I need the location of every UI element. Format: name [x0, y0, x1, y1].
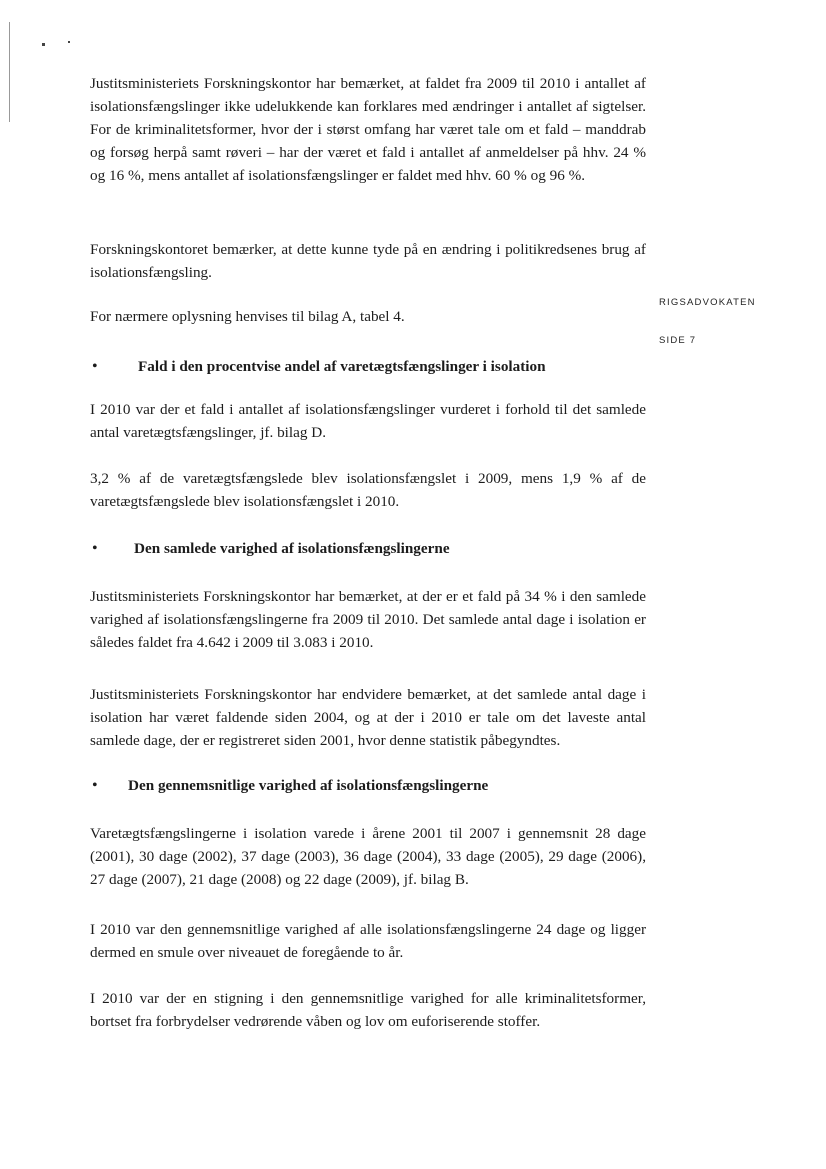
paragraph-procent-2009-2010: 3,2 % af de varetægtsfængslede blev isolationsfængslet i 2009, mens 1,9 % af de varetægtsfængslede blev isolationsfængslet i 2010.	[90, 470, 646, 510]
heading-text: Den samlede varighed af isolationsfængslingerne	[134, 540, 450, 557]
paragraph-forskningskontor-fald: Justitsministeriets Forskningskontor har bemærket, at faldet fra 2009 til 2010 i antallet af isolationsfængslinger ikke udelukkende kan forklares med ændringer i antallet af sigtelser. For de kriminalitetsformer, hvor der i størst omfang har været tale om et fald – manddrab og forsøg herpå samt røveri – har der været et fald i antallet af anmeldelser på hhv. 24 % og 16 %, mens antallet af isolationsfængslinger er faldet med hhv. 60 % og 96 %.	[90, 75, 646, 184]
paragraph-fald-34-procent: Justitsministeriets Forskningskontor har bemærket, at der er et fald på 34 % i den samlede varighed af isolationsfængslingerne fra 2009 til 2010. Det samlede antal dage i isolation er således faldet fra 4.642 i 2009 til 3.083 i 2010.	[90, 588, 646, 651]
paragraph-faldende-siden-2004: Justitsministeriets Forskningskontor har endvidere bemærket, at det samlede antal dage i isolation har været faldende siden 2004, og at der i 2010 er tale om det laveste antal samlede dage, der er registreret siden 2001, hvor denne statistik påbegyndtes.	[90, 686, 646, 749]
paragraph-2010-24-dage: I 2010 var den gennemsnitlige varighed af alle isolationsfængslingerne 24 dage og ligger dermed en smule over niveauet de foregående to år.	[90, 921, 646, 961]
heading-text: Fald i den procentvise andel af varetægtsfængslinger i isolation	[138, 358, 546, 375]
heading-text: Den gennemsnitlige varighed af isolationsfængslingerne	[128, 777, 489, 794]
bullet-icon: •	[92, 540, 98, 557]
paragraph-gennemsnit-dage: Varetægtsfængslingerne i isolation varede i årene 2001 til 2007 i gennemsnit 28 dage (2001), 30 dage (2002), 37 dage (2003), 36 dage (2004), 33 dage (2005), 29 dage (2006), 27 dage (2007), 21 dage (2008) og 22 dage (2009), jf. bilag B.	[90, 825, 646, 888]
scan-artifact-dot	[68, 41, 70, 43]
paragraph-politikredse: Forskningskontoret bemærker, at dette kunne tyde på en ændring i politikredsenes brug af isolationsfængsling.	[90, 241, 646, 281]
scan-artifact-line	[9, 22, 10, 122]
bullet-icon: •	[92, 777, 98, 794]
sidebar-page-number: SIDE 7	[659, 335, 697, 346]
bullet-icon: •	[92, 358, 98, 375]
paragraph-bilag-a: For nærmere oplysning henvises til bilag A, tabel 4.	[90, 308, 405, 325]
scan-artifact-dot	[42, 43, 45, 46]
paragraph-fald-isolation: I 2010 var der et fald i antallet af isolationsfængslinger vurderet i forhold til det samlede antal varetægtsfængslinger, jf. bilag D.	[90, 401, 646, 441]
paragraph-stigning-varighed: I 2010 var der en stigning i den gennemsnitlige varighed for alle kriminalitetsformer, bortset fra forbrydelser vedrørende våben og lov om euforiserende stoffer.	[90, 990, 646, 1030]
sidebar-org-label: RIGSADVOKATEN	[659, 297, 756, 308]
